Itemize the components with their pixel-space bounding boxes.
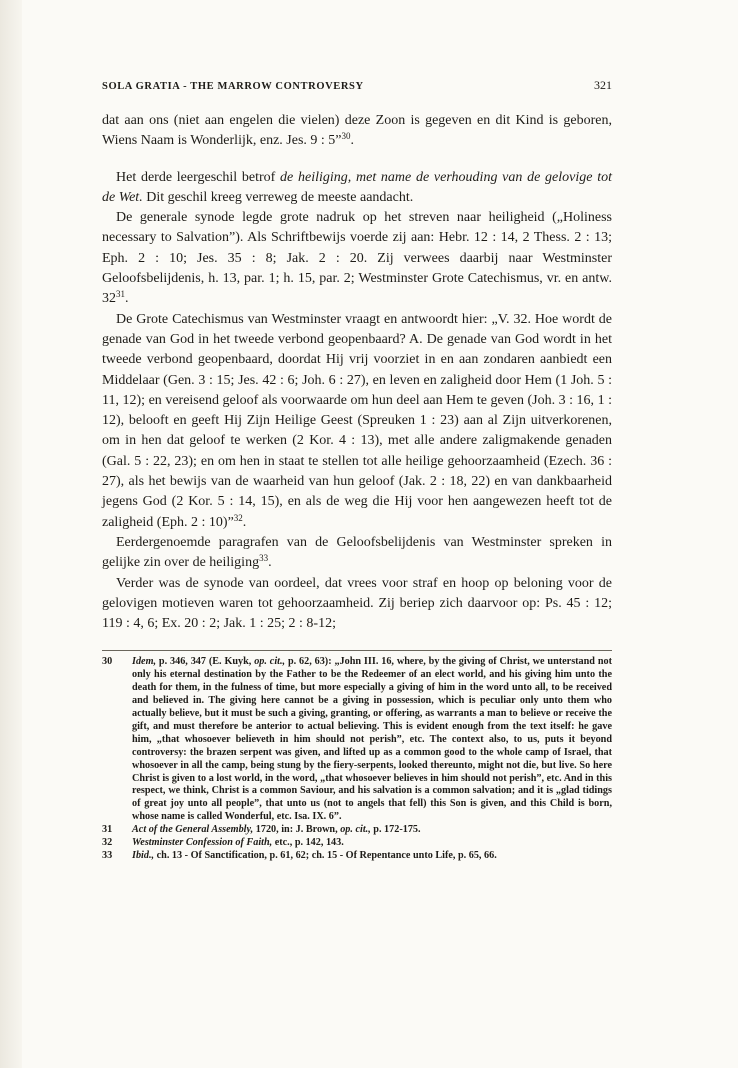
footnote-number: 31 [102, 824, 113, 836]
paragraph-3-end: . [125, 291, 129, 307]
paragraph-2-text-a: Het derde leergeschil betrof [116, 169, 281, 185]
page-header [102, 78, 612, 93]
footnote-31 [102, 824, 612, 837]
footnote-ref-33: 33 [259, 553, 269, 564]
footnote-italic: op. cit., [254, 656, 286, 668]
footnote-italic: Idem, [132, 656, 157, 668]
footnote-number: 30 [102, 656, 113, 668]
paragraph-5-text: Eerdergenoemde paragrafen van de Geloofsbelijdenis van Westminster spreken in gelijke zin over de heiliging [102, 534, 612, 571]
paragraph-3-text: De generale synode legde grote nadruk op het streven naar heiligheid („Holiness necessary to Salvation”). Als Schriftbewijs voerde zij aan: Hebr. 12 : 14, 2 Thess. 2 : 13; Eph. 2 : 10; Jes. 35 : 8; Jak. 2 : 20. Zij verwees daarbij naar Westminster Geloofsbelijdenis, h. 13, par. 1; h. 15, par. 2; Westminster Grote Catechismus, vr. en antw. 32 [102, 210, 612, 307]
page-number: 321 [594, 78, 612, 92]
footnote-italic: Act of the General Assembly, [132, 824, 254, 836]
footnote-text [132, 824, 612, 837]
footnote-number: 33 [102, 850, 113, 862]
text-column [102, 78, 612, 863]
paragraph-4 [102, 310, 612, 533]
footnote-italic: Ibid., [132, 850, 155, 862]
footnote-text [132, 656, 612, 824]
paragraph-1 [102, 111, 612, 152]
footnote-span: ch. 13 - Of Sanctification, p. 61, 62; ch. 15 - Of Repentance unto Life, p. 65, 66. [154, 850, 497, 862]
footnote-italic: op. cit., [340, 824, 371, 836]
body-text [102, 111, 612, 634]
footnote-text [132, 837, 612, 850]
footnote-32 [102, 837, 612, 850]
paragraph-3 [102, 208, 612, 309]
footnote-ref-31: 31 [116, 289, 125, 300]
paragraph-5-end: . [268, 555, 272, 571]
footnote-span: etc., p. 142, 143. [272, 837, 344, 849]
footnote-33 [102, 850, 612, 863]
footnote-ref-32: 32 [233, 512, 243, 523]
footnote-number: 32 [102, 837, 113, 849]
paragraph-5 [102, 533, 612, 574]
paragraph-6: Verder was de synode van oordeel, dat vrees voor straf en hoop op beloning voor de gelovigen motieven waren tot gehoorzaamheid. Zij beriep zich daarvoor op: Ps. 45 : 12; 119 : 4, 6; Ex. 20 : 2; Jak. 1 : 25; 2 : 8-12; [102, 575, 612, 632]
footnote-span: p. 346, 347 (E. Kuyk, [156, 656, 255, 668]
page-edge-shadow [0, 0, 22, 1068]
footnote-rule [102, 650, 612, 651]
running-head: SOLA GRATIA - THE MARROW CONTROVERSY [102, 81, 364, 92]
paragraph-4-text: De Grote Catechismus van Westminster vraagt en antwoordt hier: „V. 32. Hoe wordt de genade van God in het tweede verbond geopenbaard? A. De genade van God wordt in het tweede verbond geopenbaard, doordat Hij vrij voorziet in en aan zondaren aanbiedt een Middelaar (Gen. 3 : 15; Jes. 42 : 6; Joh. 6 : 27), en leven en zaligheid door Hem (1 Joh. 5 : 11, 12); en vereisend geloof als voorwaarde om hun deel aan Hem te geven (Joh. 3 : 16, 1 : 12), belooft en geeft Hij Zijn Heilige Geest (Spreuken 1 : 23) aan al Zijn uitverkorenen, om in hen dat geloof te werken (2 Kor. 4 : 13), met alle andere zaligmakende genaden (Gal. 5 : 22, 23); en om hen in staat te stellen tot alle heilige gehoorzaamheid (Ezech. 36 : 27), als het bewijs van de waarheid van hun geloof (Jak. 2 : 18, 22) en van dankbaarheid jegens God (2 Kor. 5 : 14, 15), en als de weg die Hij voor hen aangewezen heeft tot de zaligheid (Eph. 2 : 10)” [102, 311, 612, 530]
footnote-ref-30: 30 [341, 131, 351, 142]
paragraph-4-end: . [242, 514, 247, 530]
paragraph-1-end: . [350, 133, 354, 149]
footnote-span: p. 62, 63): „John III. 16, where, by the giving of Christ, we unterstand not only his eternal destination by the Father to be the Redeemer of an elect world, and his giving him unto the death for them, in the fulness of time, but more especially a giving of him in the word unto all, to be received and believed in. The giving here cannot be a giving in possession, which is peculiar only unto them who actually believe, but it must be such a giving, granting, or offering, as warrants a man to believe or receive the gift, and must therefore be anterior to actual believing. This is evident enough from the text itself: he gave him, „that whosoever believeth in him should not perish”, etc. The context also, to us, puts it beyond controversy: the brazen serpent was given, and lifted up as a common good to the whole camp of Israel, that whosoever in all the camp, being stung by the fiery-serpents, looked thereunto, might not die, but live. So here Christ is given to a lost world, in the word, „that whosoever believes in him should not perish”, etc. And in this respect, we think, Christ is a common Saviour, and his salvation is a common salvation; and it is „glad tidings of great joy unto all people”, that unto us (not to angels that fell) this Son is given, and this Child is born, whose name is called Wonderful, etc. Isa. IX. 6”. [132, 656, 612, 823]
footnote-span: p. 172-175. [370, 824, 421, 836]
paragraph-2 [102, 168, 612, 209]
footnote-30 [102, 656, 612, 824]
footnote-italic: Westminster Confession of Faith, [132, 837, 273, 849]
footnote-span: 1720, in: J. Brown, [253, 824, 341, 836]
paragraph-1-text: dat aan ons (niet aan engelen die vielen) deze Zoon is gegeven en dit Kind is geboren, Wiens Naam is Wonderlijk, enz. Jes. 9 : 5” [102, 113, 612, 149]
paragraph-2-text-b: Dit geschil kreeg verreweg de meeste aandacht. [142, 189, 414, 205]
footnotes [102, 650, 612, 863]
paragraph-2-italic: de heiliging, met name de verhouding van de gelovige tot de Wet. [102, 169, 612, 205]
footnote-text [132, 850, 612, 863]
